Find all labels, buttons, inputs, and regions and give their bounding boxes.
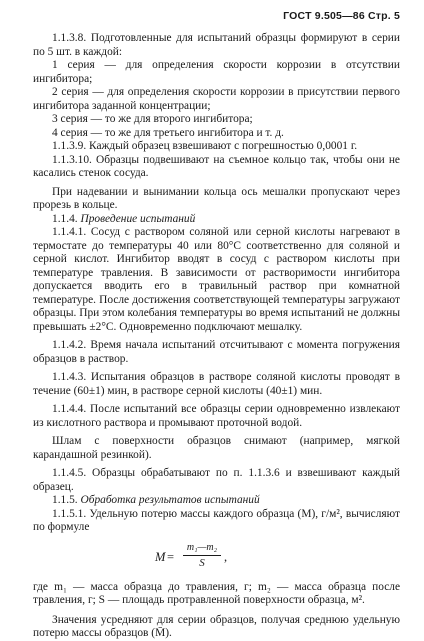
paragraph-sludge: Шлам с поверхности образцов снимают (например, мягкой карандашной резинкой). <box>33 435 400 461</box>
paragraph-ring-note: При надевании и вынимании кольца ось мешалки пропускают через прорезь в кольце. <box>33 185 400 211</box>
section-number: 1.1.4. <box>52 212 78 225</box>
paragraph-series-1: 1 серия — для определения скорости коррозии в отсутствии ингибитора; <box>33 59 400 85</box>
paragraph-where: где m₁ — масса образца до травления, г; m₂ — масса образца после травления, г; S — площадь протравленной поверхности образца, м². <box>33 580 400 606</box>
formula-fraction <box>183 541 221 571</box>
paragraph-1-1-3-9: 1.1.3.9. Каждый образец взвешивают с погрешностью 0,0001 г. <box>52 140 358 152</box>
paragraph-1-1-3-8: 1.1.3.8. Подготовленные для испытаний образцы формируют в серии по 5 шт. в каждой: <box>33 32 400 58</box>
section-title: Проведение испытаний <box>80 212 196 225</box>
paragraph-1-1-4-5: 1.1.4.5. Образцы обрабатывают по п. 1.1.3.6 и взвешивают каждый образец. <box>33 467 400 493</box>
document-body <box>33 32 400 641</box>
paragraph-1-1-4-3: 1.1.4.3. Испытания образцов в растворе соляной кислоты проводят в течение (60±1) мин, в растворе серной кислоты (40±1) мин. <box>33 371 400 397</box>
formula-lhs: M <box>155 549 166 564</box>
formula-comma: , <box>224 549 228 564</box>
paragraph-1-1-5-1: 1.1.5.1. Удельную потерю массы каждого образца (M), г/м², вычисляют по формуле <box>33 507 400 533</box>
mass-loss-formula <box>33 541 400 575</box>
paragraph-average: Значения усредняют для серии образцов, получая среднюю удельную потерю массы образцов (M̄). <box>33 613 400 639</box>
formula-numerator: m₁—m₂ <box>183 541 221 557</box>
page-header: ГОСТ 9.505—86 Стр. 5 <box>283 10 400 22</box>
section-heading-1-1-4 <box>33 213 400 227</box>
formula-equals: = <box>167 549 175 564</box>
paragraph-series-3: 3 серия — то же для второго ингибитора; <box>52 113 253 125</box>
paragraph-1-1-4-2: 1.1.4.2. Время начала испытаний отсчитывают с момента погружения образцов в раствор. <box>33 339 400 365</box>
formula-denominator: S <box>199 557 205 569</box>
paragraph-1-1-4-1: 1.1.4.1. Сосуд с раствором соляной или серной кислоты нагревают в термостате до температуры 40 или 80°С соответственно для соляной и серной кислот. Ингибитор вводят в сосуд с раствором кислоты при температуре травления. В зависимости от растворимости ингибитора допускается вводить его в травильный раствор при комнатной температуре. После достижения соответствующей температуры загружают образцы. При этом колебания температуры во время испытаний не должны превышать ±2°С. Одновременно подключают мешалку. <box>33 226 400 333</box>
paragraph-series-2: 2 серия — для определения скорости коррозии в присутствии первого ингибитора заданной концентрации; <box>33 86 400 112</box>
paragraph-series-4: 4 серия — то же для третьего ингибитора и т. д. <box>52 126 284 139</box>
section-number: 1.1.5. <box>52 494 78 506</box>
section-title: Обработка результатов испытаний <box>80 494 260 506</box>
paragraph-1-1-4-4: 1.1.4.4. После испытаний все образцы серии одновременно извлекают из кислотного раствора и промывают проточной водой. <box>33 403 400 429</box>
paragraph-1-1-3-10: 1.1.3.10. Образцы подвешивают на съемное кольцо так, чтобы они не касались стенок сосуда. <box>33 153 400 179</box>
section-heading-1-1-5 <box>33 494 400 508</box>
